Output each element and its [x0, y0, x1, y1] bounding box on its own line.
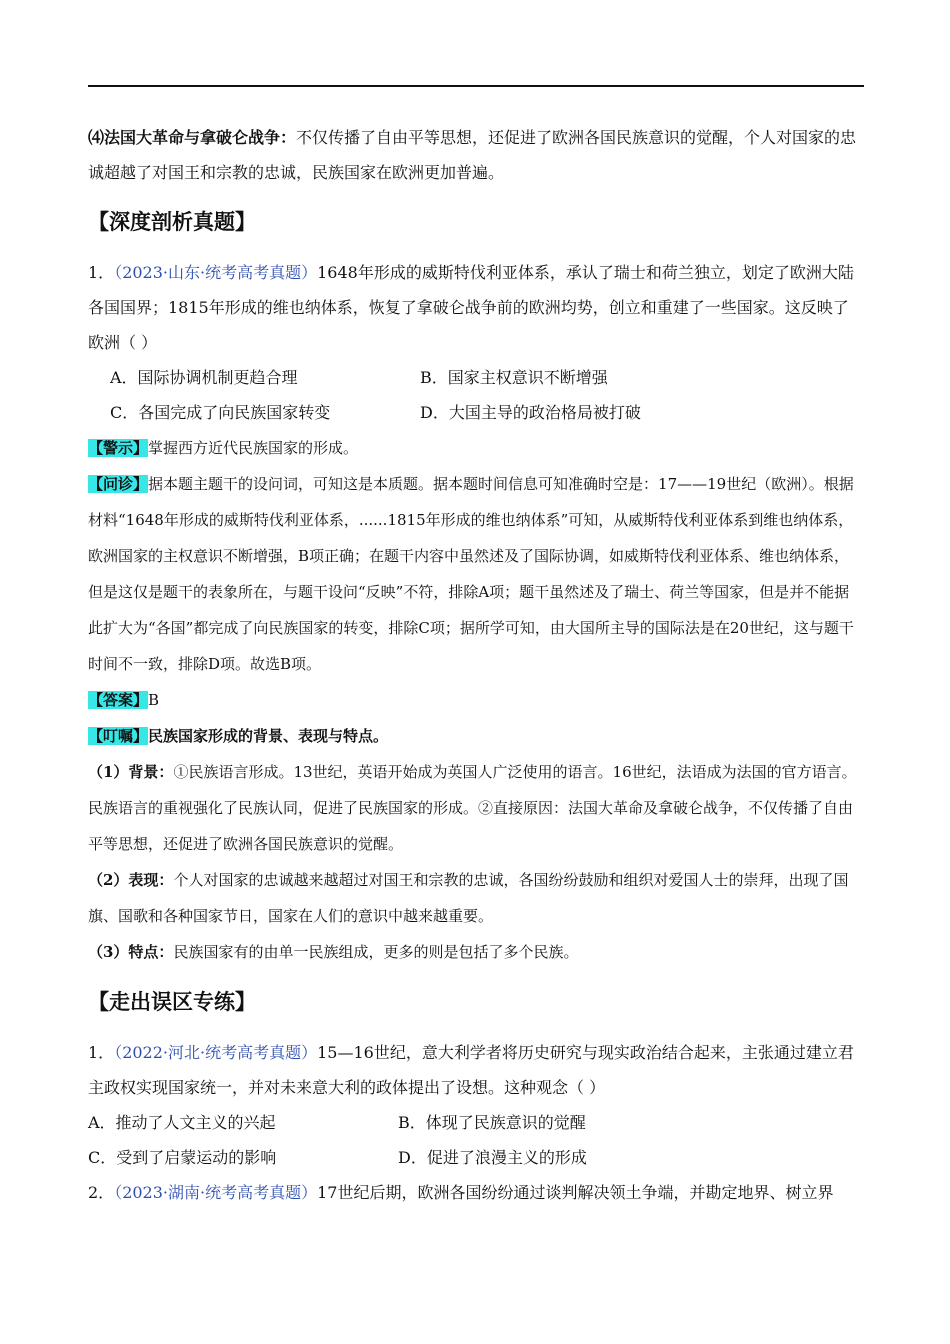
answer-tag: 【答案】	[88, 691, 149, 709]
reminder-point-1	[88, 754, 864, 862]
option-b: B．国家主权意识不断增强	[420, 368, 608, 387]
practice-question-1-stem	[88, 1035, 864, 1105]
point-2-text: 个人对国家的忠诚越来越超过对国王和宗教的忠诚，各国纷纷鼓励和组织对爱国人士的崇拜，出现了国旗、国歌和各种国家节日，国家在人们的意识中越来越重要。	[88, 871, 849, 925]
practice-question-2-stem	[88, 1175, 864, 1210]
question-text: 1648年形成的威斯特伐利亚体系，承认了瑞士和荷兰独立，划定了欧洲大陆各国国界；1815年形成的维也纳体系，恢复了拿破仑战争前的欧洲均势，创立和重建了一些国家。这反映了欧洲（ ）	[88, 263, 854, 352]
diagnosis-text: 据本题主题干的设问词，可知这是本质题。据本题时间信息可知准确时空是：17——19世纪（欧洲）。根据材料“1648年形成的威斯特伐利亚体系，......1815年形成的维也纳体系”可知，从威斯特伐利亚体系到维也纳体系，欧洲国家的主权意识不断增强，B项正确；在题干内容中虽然述及了国际协调，如威斯特伐利亚体系、维也纳体系，但是这仅是题干的表象所在，与题干设问“反映”不符，排除A项；题干虽然述及了瑞士、荷兰等国家，但是并不能据此扩大为“各国”都完成了向民族国家的转变，排除C项；据所学可知，由大国所主导的国际法是在20世纪，这与题干时间不一致，排除D项。故选B项。	[88, 475, 854, 673]
section-heading-analysis: 【深度剖析真题】	[88, 209, 256, 234]
question-1-options	[88, 360, 864, 430]
diagnosis-tag: 【问诊】	[88, 475, 149, 493]
point-1-text: ①民族语言形成。13世纪，英语开始成为英国人广泛使用的语言。16世纪，法语成为法国的官方语言。民族语言的重视强化了民族认同，促进了民族国家的形成。②直接原因：法国大革命及拿破仑战争，不仅传播了自由平等思想，还促进了欧洲各国民族意识的觉醒。	[88, 763, 857, 853]
practice-question-1-options	[88, 1105, 864, 1175]
option-a: A．推动了人文主义的兴起	[88, 1113, 276, 1132]
question-number: 1．	[88, 1043, 115, 1062]
option-d: D．大国主导的政治格局被打破	[420, 403, 641, 422]
warning-paragraph	[88, 430, 864, 466]
option-b: B．体现了民族意识的觉醒	[398, 1113, 586, 1132]
option-c: C．各国完成了向民族国家转变	[110, 403, 331, 422]
answer-paragraph	[88, 682, 864, 718]
point-2-label: （2）表现：	[88, 871, 174, 889]
warning-tag: 【警示】	[88, 439, 149, 457]
intro-text: 不仅传播了自由平等思想，还促进了欧洲各国民族意识的觉醒，个人对国家的忠诚超越了对国王和宗教的忠诚，民族国家在欧洲更加普遍。	[88, 128, 857, 182]
reminder-point-2	[88, 862, 864, 934]
question-source: （2023·湖南·统考高考真题）	[114, 1183, 318, 1202]
reminder-paragraph	[88, 718, 864, 754]
question-text: 15—16世纪，意大利学者将历史研究与现实政治结合起来，主张通过建立君主政权实现国家统一，并对未来意大利的政体提出了设想。这种观念（ ）	[88, 1043, 854, 1097]
question-source: （2022·河北·统考高考真题）	[114, 1043, 318, 1062]
point-3-text: 民族国家有的由单一民族组成，更多的则是包括了多个民族。	[173, 943, 579, 961]
diagnosis-paragraph	[88, 466, 864, 682]
reminder-title: 民族国家形成的背景、表现与特点。	[148, 727, 389, 745]
document-body	[88, 120, 864, 1210]
option-a: A．国际协调机制更趋合理	[110, 368, 298, 387]
option-d: D．促进了浪漫主义的形成	[398, 1148, 587, 1167]
intro-label: ⑷法国大革命与拿破仑战争：	[88, 128, 297, 147]
reminder-tag: 【叮嘱】	[88, 727, 149, 745]
section-heading-practice: 【走出误区专练】	[88, 989, 256, 1014]
point-1-label: （1）背景：	[88, 763, 174, 781]
warning-text: 掌握西方近代民族国家的形成。	[148, 439, 359, 457]
point-3-label: （3）特点：	[88, 943, 174, 961]
header-rule	[88, 85, 864, 87]
reminder-point-3	[88, 934, 864, 970]
question-source: （2023·山东·统考高考真题）	[114, 263, 318, 282]
question-text: 17世纪后期，欧洲各国纷纷通过谈判解决领土争端，并勘定地界、树立界	[317, 1183, 834, 1202]
answer-text: B	[148, 691, 160, 709]
question-number: 2．	[88, 1183, 115, 1202]
intro-paragraph	[88, 120, 864, 190]
question-number: 1．	[88, 263, 115, 282]
option-c: C．受到了启蒙运动的影响	[88, 1148, 277, 1167]
question-1-stem	[88, 255, 864, 360]
